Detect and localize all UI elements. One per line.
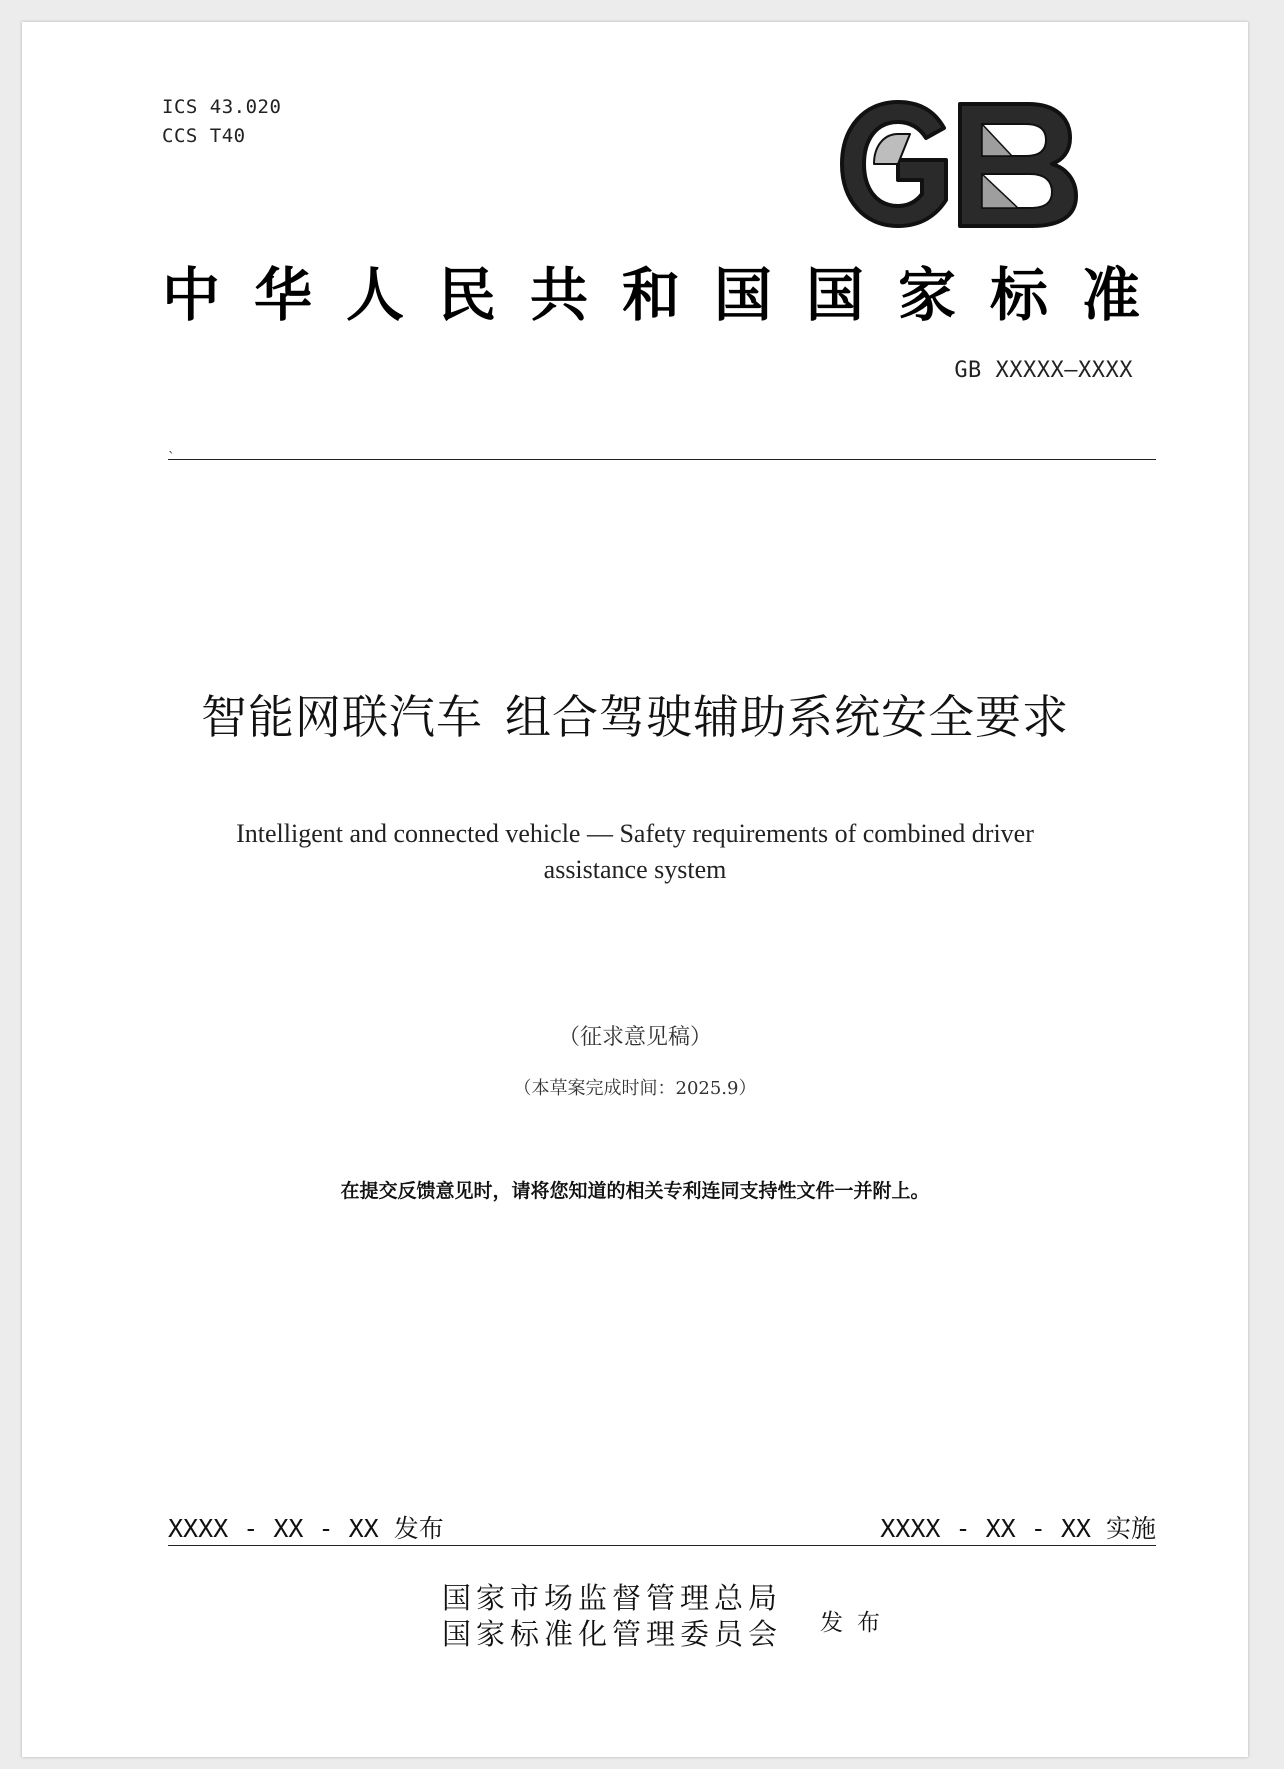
standard-code: GB XXXXX—XXXX: [954, 358, 1133, 383]
draft-label: （征求意见稿）: [557, 1025, 712, 1050]
title-en-line2: assistance system: [543, 855, 727, 884]
patent-notice: 在提交反馈意见时，请将您知道的相关专利连同支持性文件一并附上。: [340, 1180, 930, 1202]
issuer-sac: 国家标准化管理委员会: [442, 1617, 783, 1651]
footer-divider: [168, 1545, 1156, 1546]
title-en-line1: Intelligent and connected vehicle — Safety requirements of combined driver: [236, 819, 1034, 848]
document-title-en: [162, 816, 1108, 888]
gb-logo-icon: [832, 94, 1086, 234]
ccs-code: CCS T40: [162, 125, 246, 147]
tick-mark: `: [168, 450, 175, 466]
draft-date: （本草案完成时间：2025.9）: [513, 1078, 757, 1099]
title-zh-part1: 智能网联汽车: [201, 690, 483, 744]
title-zh-part2: 组合驾驶辅助系统安全要求: [505, 690, 1069, 744]
document-page: [22, 22, 1248, 1757]
header-divider: [168, 459, 1156, 460]
issuing-authorities: [442, 1580, 782, 1652]
national-standard-title: 中华人民共和国国家标准: [162, 261, 1175, 329]
document-title-zh: [22, 690, 1248, 745]
release-date: XXXX - XX - XX 发布: [168, 1514, 444, 1543]
implement-date: XXXX - XX - XX 实施: [880, 1514, 1156, 1543]
issue-word: 发布: [820, 1610, 894, 1636]
issuer-samr: 国家市场监督管理总局: [442, 1581, 783, 1615]
ics-code: ICS 43.020: [162, 96, 282, 118]
